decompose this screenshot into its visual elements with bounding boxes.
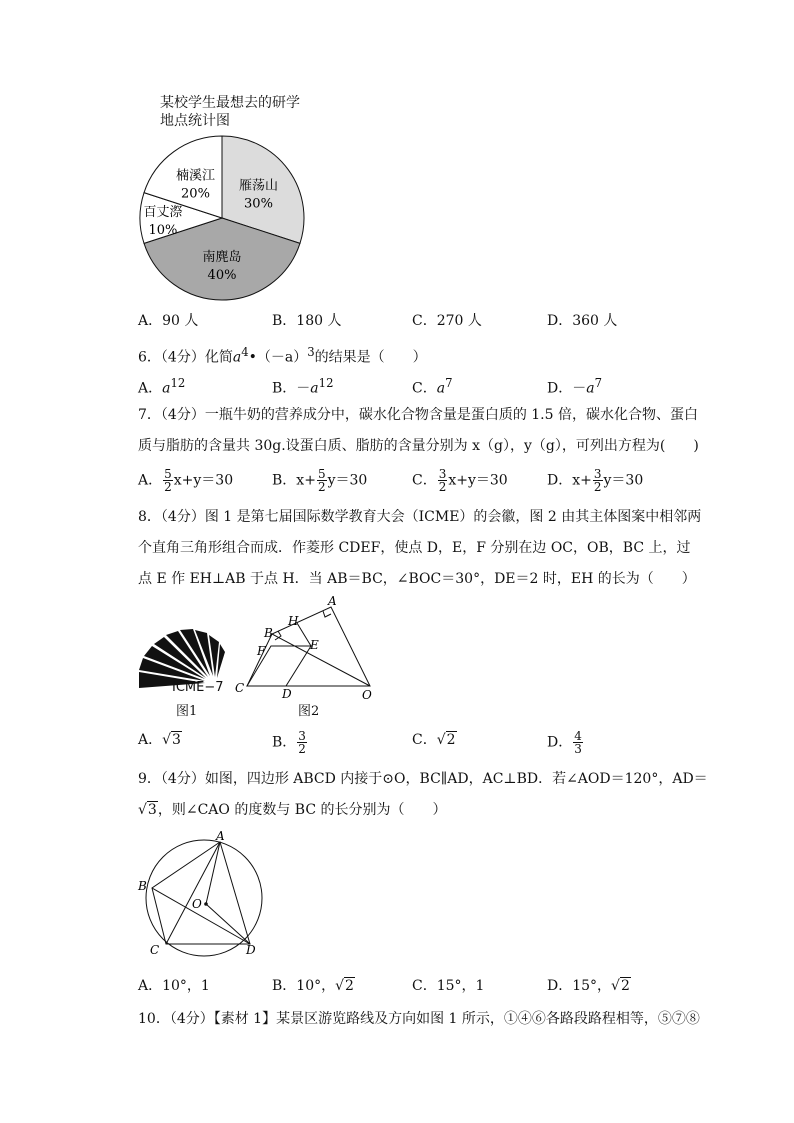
q7-option-c[interactable]	[412, 468, 508, 493]
q6-option-c[interactable]	[412, 373, 453, 399]
q9-circle-diagram	[134, 828, 274, 958]
pie-label-percent-0: 30%	[244, 196, 273, 212]
q8-point-c: C	[235, 681, 245, 695]
q6-b-label: B．－	[272, 380, 311, 397]
q9-diagonal-ac	[166, 842, 220, 944]
q7-b-label: B．	[272, 472, 297, 489]
q6-stem-base: a	[232, 349, 242, 366]
q8-d-fraction	[573, 730, 583, 755]
q9-line2-sqrt: √3	[138, 802, 157, 818]
q7-d-den: 2	[593, 480, 602, 494]
q8-line1: 8．（4分）图 1 是第七届国际数学教育大会（ICME）的会徽，图 2 由其主体图案中相邻两	[138, 509, 702, 525]
pie-label-percent-3: 20%	[181, 186, 210, 202]
q8-fig1-text: ICME−7	[172, 680, 224, 695]
q9-line2	[138, 800, 446, 820]
q7-option-b[interactable]	[272, 468, 367, 493]
q6-stem	[138, 342, 427, 368]
q7-b-num: 5	[317, 467, 326, 481]
q6-option-d[interactable]	[547, 373, 602, 399]
q9-d-sqrt: √2	[611, 978, 630, 994]
q9-quad-abcd	[152, 842, 250, 944]
q5-option-c[interactable]: C．270 人	[412, 313, 482, 329]
q8-point-f: F	[257, 644, 266, 658]
q8-point-o: O	[362, 688, 372, 702]
q9-point-o: O	[192, 897, 202, 911]
q9-point-b: B	[138, 879, 147, 893]
q7-c-num: 3	[438, 467, 447, 481]
q7-line1: 7．（4分）一瓶牛奶的营养成分中，碳水化合物含量是蛋白质的 1.5 倍，碳水化合物、蛋白	[138, 407, 698, 423]
q6-option-b[interactable]	[272, 373, 334, 399]
pie-label-name-2: 百丈漈	[143, 205, 183, 220]
q6-b-base: a	[310, 380, 319, 397]
q9-line1: 9．（4分）如图，四边形 ABCD 内接于⊙O，BC∥AD，AC⊥BD．若∠AOD＝120°，AD＝	[138, 771, 708, 787]
q9-point-d: D	[246, 943, 256, 957]
pie-chart	[130, 128, 320, 308]
q9-option-a[interactable]: A．10°，1	[138, 978, 210, 994]
q6-stem-exp2: 3	[307, 345, 315, 359]
q8-segment-bo	[272, 634, 370, 686]
q8-fig2-caption: 图2	[298, 704, 320, 719]
pie-label-percent-1: 40%	[207, 268, 237, 284]
pie-label-percent-2: 10%	[148, 223, 178, 238]
q7-c-rest: x+y＝30	[448, 472, 508, 489]
q9-b-text: B．10°，	[272, 978, 336, 994]
q8-point-e: E	[310, 638, 319, 652]
q6-b-exp: 12	[318, 376, 334, 390]
q8-figure2-diagram	[230, 595, 390, 705]
q8-option-a[interactable]	[138, 730, 182, 750]
q7-line2: 质与脂肪的含量共 30g.设蛋白质、脂肪的含量分别为 x（g），y（g），可列出方程为( )	[138, 438, 699, 454]
q8-a-radicand: 3	[172, 732, 181, 748]
q9-point-a: A	[216, 829, 225, 843]
q8-c-radicand: 2	[446, 732, 456, 748]
q7-a-den: 2	[164, 480, 172, 494]
q8-b-num: 3	[298, 729, 306, 743]
q6-c-exp: 7	[445, 376, 453, 390]
q9-segment-ao	[206, 842, 220, 904]
q7-a-label: A．	[138, 472, 163, 489]
q8-b-den: 2	[298, 742, 306, 756]
q8-option-b[interactable]	[272, 730, 308, 755]
q7-d-fraction	[593, 468, 603, 493]
q6-option-a[interactable]	[138, 373, 185, 399]
q6-stem-prefix: 6．（4分）化简	[138, 349, 233, 366]
q7-d-num: 3	[593, 467, 602, 481]
q9-line2-rest: ，则∠CAO 的度数与 BC 的长分别为（ ）	[157, 802, 447, 818]
q9-option-c[interactable]: C．15°，1	[412, 978, 485, 994]
q6-stem-mid: •（－a）	[248, 349, 308, 366]
q8-point-b: B	[264, 626, 273, 640]
q9-d-text: D．15°，	[547, 978, 612, 994]
pie-label-name-3: 楠溪江	[175, 168, 215, 184]
pie-title-line1: 某校学生最想去的研学	[160, 95, 300, 111]
q8-d-label: D．	[547, 734, 573, 751]
q6-d-exp: 7	[594, 376, 603, 390]
q6-stem-exp: 4	[241, 345, 249, 359]
q6-d-base: a	[586, 380, 595, 397]
q7-d-rest: y＝30	[603, 472, 644, 489]
q8-figure1-emblem	[135, 628, 235, 688]
q8-a-sqrt: √3	[162, 732, 181, 748]
q8-point-a: A	[328, 595, 337, 608]
q5-option-a[interactable]: A．90 人	[138, 313, 199, 329]
q6-a-label: A．	[138, 380, 163, 397]
q8-d-den: 3	[574, 742, 582, 756]
q8-fig1-caption: 图1	[176, 704, 198, 719]
q8-right-angle-a	[323, 611, 331, 617]
q8-segment-eh	[297, 623, 311, 646]
q9-line2-radicand: 3	[147, 802, 157, 818]
q7-c-fraction	[438, 468, 448, 493]
q9-option-b[interactable]	[272, 976, 355, 996]
q7-d-pre: x+	[572, 472, 592, 489]
q9-b-radicand: 2	[345, 978, 354, 994]
q9-point-c: C	[150, 943, 160, 957]
pie-title	[160, 94, 300, 130]
q8-a-label: A．	[138, 732, 163, 748]
q6-c-base: a	[436, 380, 446, 397]
q7-a-fraction	[163, 468, 173, 493]
q6-d-label: D．－	[547, 380, 587, 397]
q6-c-label: C．	[412, 380, 437, 397]
q5-option-d[interactable]: D．360 人	[547, 313, 618, 329]
q7-a-num: 5	[164, 467, 172, 481]
q7-b-rest: y＝30	[327, 472, 368, 489]
q8-point-h: H	[288, 614, 299, 628]
q7-option-d[interactable]	[547, 468, 643, 493]
q7-b-fraction	[317, 468, 327, 493]
q8-option-c[interactable]	[412, 730, 457, 750]
pie-title-line2: 地点统计图	[160, 113, 230, 129]
q9-segment-od	[206, 904, 250, 944]
q8-b-label: B．	[272, 734, 297, 751]
q7-c-label: C．	[412, 472, 437, 489]
q9-b-sqrt: √2	[335, 978, 354, 994]
q7-c-den: 2	[438, 480, 447, 494]
q9-d-radicand: 2	[620, 978, 630, 994]
q9-center-dot	[204, 902, 208, 906]
pie-label-name-1: 南麂岛	[202, 250, 242, 266]
q8-d-num: 4	[574, 729, 582, 743]
q7-a-rest: x+y＝30	[173, 472, 234, 489]
q8-line3: 点 E 作 EH⊥AB 于点 H．当 AB＝BC，∠BOC＝30°，DE＝2 时，EH 的长为（ ）	[138, 571, 696, 587]
q8-point-d: D	[282, 687, 292, 701]
q5-option-b[interactable]: B．180 人	[272, 313, 342, 329]
q8-c-sqrt: √2	[436, 732, 456, 748]
q8-b-fraction	[297, 730, 307, 755]
q7-d-label: D．	[547, 472, 573, 489]
q6-a-base: a	[162, 380, 171, 397]
q6-a-exp: 12	[170, 376, 186, 390]
q8-c-label: C．	[412, 732, 437, 748]
q6-stem-suffix: 的结果是（ ）	[314, 349, 427, 366]
q9-option-d[interactable]	[547, 976, 631, 996]
pie-label-name-0: 雁荡山	[238, 178, 278, 194]
q10-line1: 10．（4分）【素材 1】某景区游览路线及方向如图 1 所示，①④⑥各路段路程相等，⑤⑦⑧	[138, 1011, 700, 1027]
q7-b-den: 2	[317, 480, 326, 494]
q7-option-a[interactable]	[138, 468, 233, 493]
q7-b-pre: x+	[296, 472, 316, 489]
q8-option-d[interactable]	[547, 730, 584, 755]
q8-line2: 个直角三角形组合而成．作菱形 CDEF，使点 D，E，F 分别在边 OC，OB，BC 上，过	[138, 540, 691, 556]
